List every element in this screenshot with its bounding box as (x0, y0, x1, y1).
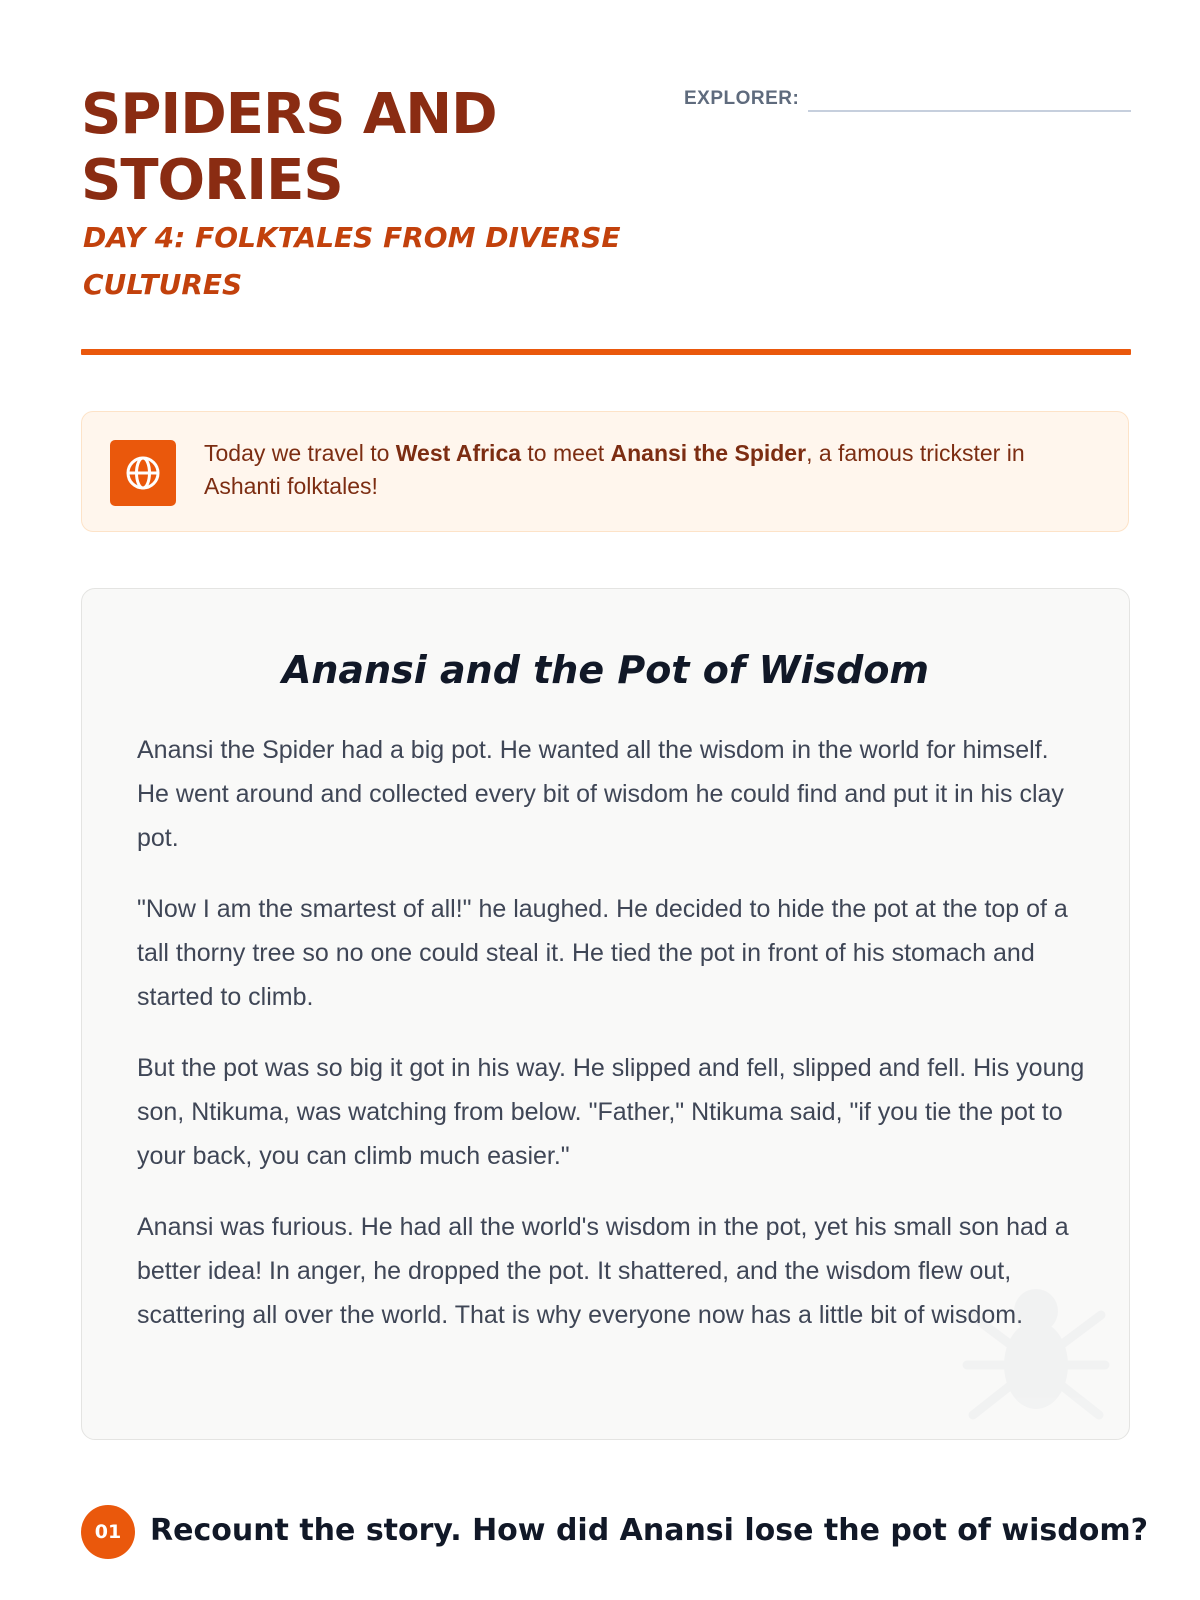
story-body (137, 728, 1087, 1364)
intro-text: Today we travel to West Africa to meet Anansi the Spider, a famous trickster in Ashanti folktales! (204, 440, 1025, 499)
globe-icon (110, 440, 176, 506)
place-name: West Africa (395, 440, 522, 466)
explorer-name-field (684, 84, 1131, 114)
story-title: Anansi and the Pot of Wisdom (281, 648, 930, 692)
story-card (81, 588, 1130, 1440)
story-paragraph: Anansi the Spider had a big pot. He wanted all the wisdom in the world for himself. He went around and collected every bit of wisdom he could find and put it in his clay pot. (137, 736, 1064, 852)
intro-callout (81, 411, 1129, 532)
page-title: SPIDERS AND STORIES (81, 82, 497, 213)
character-name: Anansi the Spider (610, 440, 807, 466)
page-subtitle: DAY 4: FOLKTALES FROM DIVERSE CULTURES (83, 221, 621, 301)
spider-icon (961, 1255, 1111, 1429)
question-number-badge: 01 (81, 1505, 135, 1559)
story-paragraph: "Now I am the smartest of all!" he laughed. He decided to hide the pot at the top of a tall thorny tree so no one could steal it. He tied the pot in front of his stomach and started to climb. (137, 895, 1068, 1011)
header-divider (81, 349, 1131, 355)
story-paragraph: Anansi was furious. He had all the world's wisdom in the pot, yet his small son had a better idea! In anger, he dropped the pot. It shattered, and the wisdom flew out, scattering all over the world. That is why everyone now has a little bit of wisdom. (137, 1213, 1069, 1329)
question-item (81, 1505, 1148, 1559)
explorer-label: EXPLORER: (684, 88, 800, 109)
question-text: Recount the story. How did Anansi lose the pot of wisdom? (150, 1513, 1148, 1548)
story-paragraph: But the pot was so big it got in his way. He slipped and fell, slipped and fell. His young son, Ntikuma, was watching from below. "Father," Ntikuma said, "if you tie the pot to your back, you can climb much easier." (137, 1054, 1085, 1170)
explorer-name-line (808, 110, 1131, 112)
